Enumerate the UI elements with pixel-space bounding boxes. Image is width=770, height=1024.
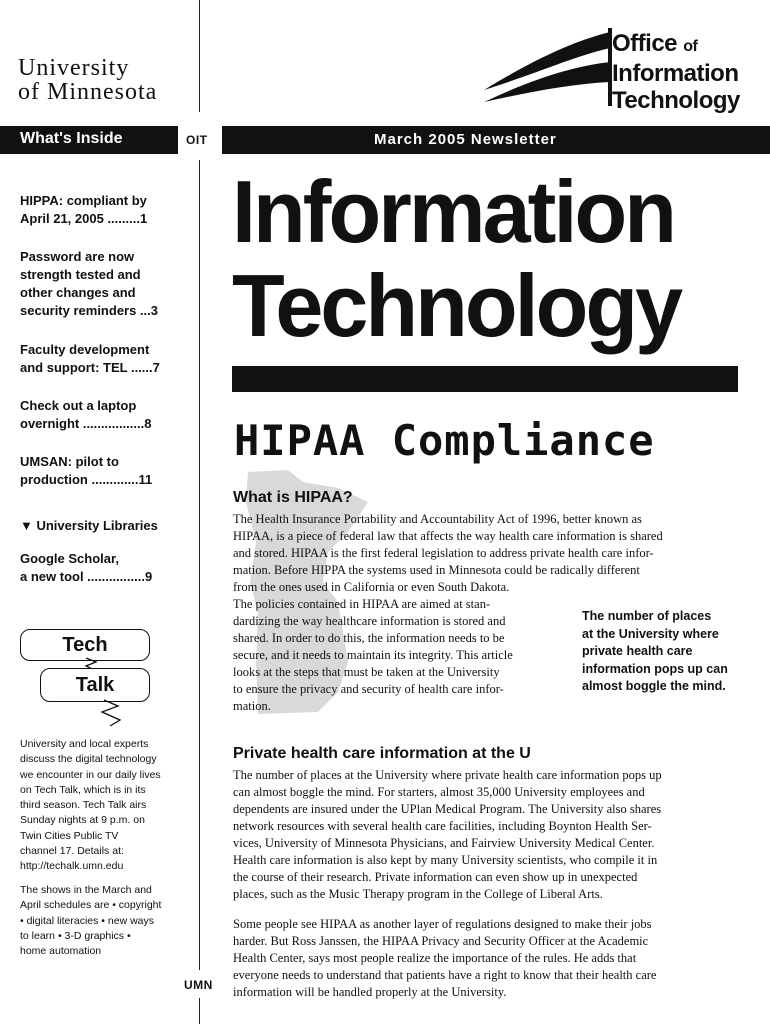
tech-talk-schedule-line: home automation — [20, 945, 102, 958]
toc-item-line: ▼ University Libraries — [20, 518, 158, 533]
tech-label: Tech — [62, 634, 108, 656]
toc-item-line: Google Scholar, — [20, 551, 119, 566]
tech-talk-desc-line: University and local experts — [20, 738, 149, 750]
tech-talk-schedule — [20, 883, 180, 959]
toc-item-line: a new tool ................9 — [20, 569, 153, 584]
tech-talk-schedule-line: April schedules are • copyright — [20, 899, 162, 912]
whats-inside-band — [0, 126, 178, 154]
tech-talk-desc-line: third season. Tech Talk airs — [20, 799, 147, 812]
hero-title-information: Information — [232, 162, 674, 261]
hipaa-text-line: to ensure the privacy and security of health care infor- — [233, 682, 504, 696]
private-text-line: the course of their research. Private information can even show up in unexpected — [233, 870, 638, 884]
logo-line-2: of Minnesota — [18, 79, 158, 105]
toc-item-line: Password are now — [20, 249, 135, 264]
some-people-text — [233, 916, 748, 1001]
tech-talk-desc-line: we encounter in our daily lives — [20, 768, 161, 781]
what-is-hipaa-text-cont — [233, 596, 568, 715]
toc-item-line: April 21, 2005 .........1 — [20, 211, 148, 226]
some-text-line: Health Center, says most people realize the importance of the rules. He adds that — [233, 951, 637, 965]
section-title: HIPAA Compliance — [234, 416, 655, 465]
private-text-line: dependents are insured under the UPlan Medical Program. The University also shares — [233, 802, 662, 816]
oit-tag: OIT — [186, 133, 208, 147]
toc-item[interactable] — [20, 341, 178, 377]
pull-quote-line: private health care — [582, 644, 693, 658]
pull-quote-line: information pops up can — [582, 661, 728, 676]
whats-inside-label: What's Inside — [20, 130, 123, 147]
tech-talk-desc-line: http://techalk.umn.edu — [20, 860, 124, 873]
hipaa-text-line: shared. In order to do this, the information needs to be — [233, 631, 505, 645]
hipaa-text-line: secure, and it needs to maintain its integrity. This article — [233, 648, 513, 662]
private-info-heading: Private health care information at the U — [233, 745, 531, 762]
toc-item-line: UMSAN: pilot to — [20, 454, 119, 469]
tech-talk-schedule-line: • digital literacies • new ways — [20, 914, 154, 927]
toc-item[interactable] — [20, 453, 178, 489]
newsletter-band — [222, 126, 770, 154]
tech-talk-schedule-line: The shows in the March and — [20, 884, 152, 896]
toc-item[interactable] — [20, 517, 178, 535]
pull-quote-line: at the University where — [582, 626, 719, 641]
toc-item-line: overnight .................8 — [20, 416, 152, 431]
oit-of: of — [683, 38, 698, 55]
talk-label: Talk — [75, 674, 115, 696]
pull-quote-line: The number of places — [582, 609, 712, 623]
logo-line-1: University — [18, 55, 130, 81]
tech-talk-desc-line: Sunday nights at 9 p.m. on — [20, 814, 145, 827]
tech-talk-desc-line: discuss the digital technology — [20, 753, 157, 766]
hipaa-text-line: HIPAA, is a piece of federal law that affects the way health care information is shared — [233, 529, 663, 543]
private-text-line: The number of places at the University where private health care information pops up — [233, 768, 662, 782]
private-text-line: vices, University of Minnesota Physicians, and Fairview University Medical Center. — [233, 836, 655, 850]
toc-item[interactable] — [20, 248, 178, 320]
toc-item-line: strength tested and — [20, 267, 141, 282]
hipaa-text-line: mation. Before HIPPA the systems used in Minnesota could be radically different — [233, 563, 640, 577]
newsletter-date: March 2005 Newsletter — [374, 131, 557, 148]
lightning-icon — [96, 698, 130, 728]
oit-technology: Technology — [612, 87, 740, 114]
toc-item[interactable] — [20, 550, 178, 586]
tech-talk-desc-line: Twin Cities Public TV — [20, 829, 119, 842]
toc-item[interactable] — [20, 192, 178, 228]
hipaa-text-line: mation. — [233, 699, 271, 713]
hipaa-text-line: and stored. HIPAA is the first federal legislation to address private health care infor- — [233, 546, 654, 560]
private-info-text — [233, 767, 748, 903]
private-text-line: Health care information is also kept by many University scientists, who compile it in — [233, 853, 658, 867]
some-text-line: information will be handled properly at the University. — [233, 985, 507, 999]
hipaa-text-line: dardizing the way healthcare information is stored and — [233, 614, 506, 628]
pull-quote-line: almost boggle the mind. — [582, 679, 726, 693]
column-divider-bottom — [199, 998, 200, 1024]
hero-rule — [232, 366, 738, 392]
tech-talk-desc-line: channel 17. Details at: — [20, 845, 124, 858]
toc-item-line: and support: TEL ......7 — [20, 360, 160, 375]
tech-talk-desc-line: on Tech Talk, which is in its — [20, 783, 146, 796]
toc-item-line: Check out a laptop — [20, 398, 137, 413]
pull-quote — [582, 608, 747, 696]
university-of-minnesota-logo — [18, 56, 157, 104]
private-text-line: can almost boggle the mind. For starters, almost 35,000 University employees and — [233, 785, 645, 799]
toc-item-line: other changes and — [20, 285, 136, 300]
masthead-divider — [199, 0, 200, 112]
oit-office: Office — [612, 30, 678, 57]
column-divider — [199, 160, 200, 970]
toc-item[interactable] — [20, 397, 178, 433]
toc-item-line: security reminders ...3 — [20, 303, 159, 318]
what-is-hipaa-text — [233, 511, 743, 596]
hero-title-technology: Technology — [232, 256, 681, 355]
umn-tag: UMN — [184, 978, 213, 992]
toc-item-line: HIPPA: compliant by — [20, 193, 147, 208]
tech-talk-description — [20, 737, 180, 875]
oit-information: Information — [612, 60, 739, 87]
private-text-line: network resources with several health care facilities, including Boynton Health Ser- — [233, 819, 652, 833]
hipaa-text-line: The Health Insurance Portability and Accountability Act of 1996, better known as — [233, 512, 642, 526]
some-text-line: Some people see HIPAA as another layer of regulations designed to make their jobs — [233, 917, 652, 931]
hipaa-text-line: from the ones used in California or even South Dakota. — [233, 580, 510, 594]
toc-item-line: Faculty development — [20, 342, 150, 357]
hipaa-text-line: The policies contained in HIPAA are aimed at stan- — [233, 597, 491, 611]
some-text-line: harder. But Ross Janssen, the HIPAA Privacy and Security Officer at the Academic — [233, 934, 649, 948]
hipaa-text-line: looks at the steps that must be taken at the University — [233, 665, 500, 679]
tech-talk-schedule-line: to learn • 3-D graphics • — [20, 929, 131, 942]
toc-item-line: production .............11 — [20, 472, 153, 487]
what-is-hipaa-heading: What is HIPAA? — [233, 489, 353, 506]
talk-bubble — [40, 668, 150, 702]
oit-wordmark — [612, 30, 740, 114]
some-text-line: everyone needs to understand that patients have a right to know that their health care — [233, 968, 657, 982]
private-text-line: places, such as the Music Therapy program in the College of Liberal Arts. — [233, 887, 603, 901]
